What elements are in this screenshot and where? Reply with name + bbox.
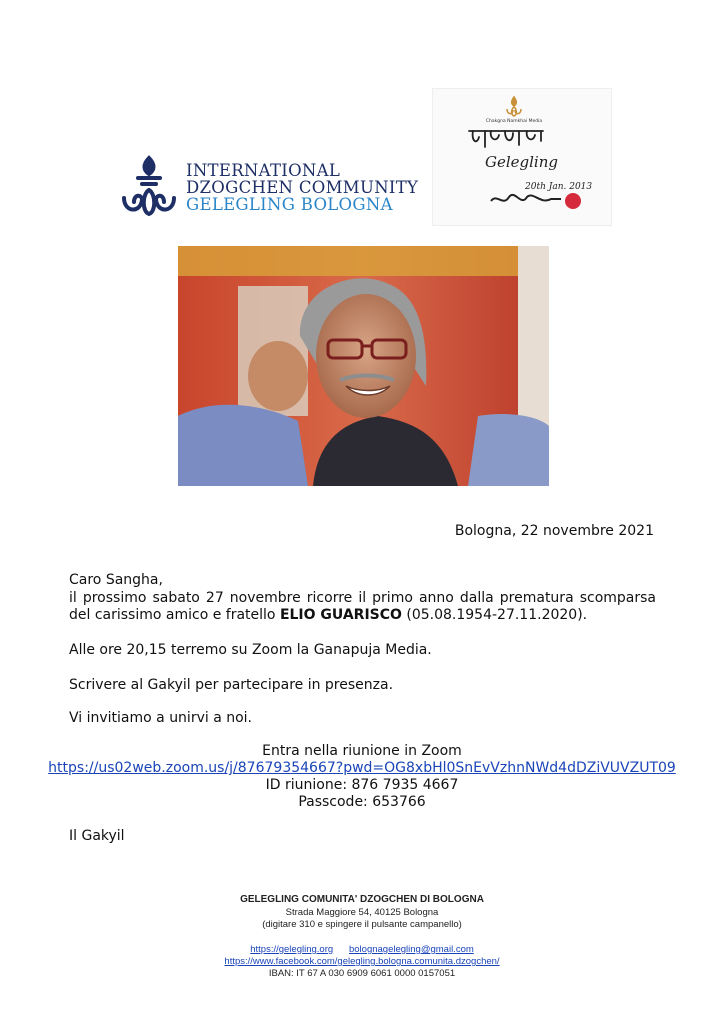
dzogchen-emblem-icon: [116, 154, 182, 220]
signature-stroke-icon: [491, 195, 561, 201]
footer-iban: IBAN: IT 67 A 030 6909 6061 0000 0157051: [268, 968, 456, 979]
letter-date: Bologna, 22 novembre 2021: [454, 523, 654, 539]
footer-organization: GELEGLING COMUNITA' DZOGCHEN DI BOLOGNA: [240, 894, 484, 905]
calligraphy-card: [432, 88, 612, 226]
zoom-passcode: Passcode: 653766: [298, 794, 426, 810]
footer-email-link[interactable]: bolognagelegling@gmail.com: [348, 944, 474, 955]
paragraph-anniversary: [69, 590, 656, 624]
card-name: Gelegling: [485, 153, 558, 171]
card-publisher: Chakgna Namkhai Media: [485, 119, 543, 124]
footer-address: Strada Maggiore 54, 40125 Bologna: [285, 907, 439, 918]
zoom-meeting-id: ID riunione: 876 7935 4667: [265, 777, 459, 793]
logo-line-dzogchen: DZOGCHEN COMMUNITY: [186, 178, 419, 197]
zoom-title: Entra nella riunione in Zoom: [262, 743, 462, 759]
community-logo: [116, 154, 436, 220]
signature: Il Gakyil: [69, 828, 125, 844]
person-name: ELIO GUARISCO: [279, 607, 402, 623]
footer-facebook-link[interactable]: https://www.facebook.com/gelegling.bologna.comunita.dzogchen/: [224, 956, 500, 967]
salutation: Caro Sangha,: [69, 572, 163, 588]
person-dates: (05.08.1954-27.11.2020).: [401, 607, 588, 623]
logo-line-gelegling: GELEGLING BOLOGNA: [186, 195, 393, 214]
paragraph-invitation: Vi invitiamo a unirvi a noi.: [69, 710, 253, 726]
zoom-meeting-link[interactable]: https://us02web.zoom.us/j/87679354667?pwd=OG8xbHl0SnEvVzhnNWd4dDZiVUVZUT09: [48, 760, 676, 776]
footer-doorbell-note: (digitare 310 e spingere il pulsante campanello): [262, 919, 462, 930]
card-date: 20th Jan. 2013: [525, 182, 593, 192]
paragraph-presence: Scrivere al Gakyil per partecipare in presenza.: [69, 677, 394, 693]
logo-line-international: INTERNATIONAL: [186, 161, 341, 180]
portrait-photo: [178, 246, 549, 486]
paragraph-ganapuja: Alle ore 20,15 terremo su Zoom la Ganapuja Media.: [69, 642, 432, 658]
tibetan-script-icon: [469, 131, 543, 147]
small-emblem-icon: [507, 97, 521, 116]
red-seal-icon: [565, 193, 581, 209]
paragraph-anniversary-text: il prossimo sabato 27 novembre ricorre il primo anno dalla prematura scomparsa del carissimo amico e fratello: [69, 590, 656, 623]
footer-links: [0, 944, 724, 956]
footer-website-link[interactable]: https://gelegling.org: [250, 944, 334, 955]
